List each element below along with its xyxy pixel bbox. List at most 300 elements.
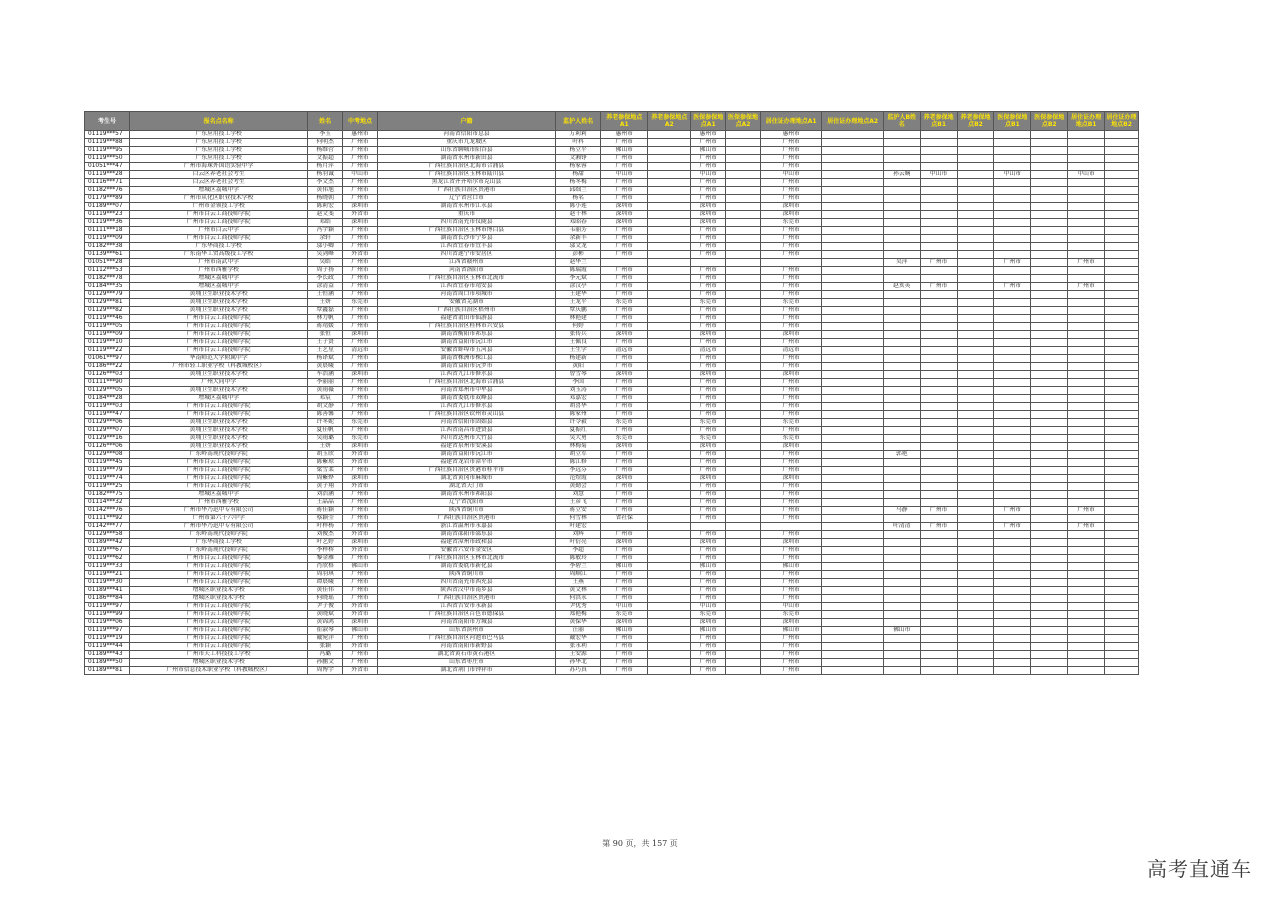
- table-cell: 01119***57: [85, 131, 130, 139]
- table-cell: 广州市: [691, 187, 726, 195]
- table-cell: 广州市: [691, 195, 726, 203]
- table-cell: [1068, 243, 1105, 251]
- table-cell: 马静: [883, 507, 920, 515]
- table-cell: [1068, 395, 1105, 403]
- table-cell: 吴剑峰: [308, 251, 343, 259]
- table-cell: 深圳市: [760, 539, 821, 547]
- table-cell: 01061***97: [85, 355, 130, 363]
- table-cell: [822, 139, 883, 147]
- table-cell: [1068, 435, 1105, 443]
- table-cell: 杨立平: [556, 147, 601, 155]
- table-cell: 广西壮族自治区北海市合浦县: [377, 163, 555, 171]
- table-cell: 王妍: [308, 443, 343, 451]
- table-cell: [883, 163, 920, 171]
- table-cell: [1068, 443, 1105, 451]
- table-cell: [957, 659, 994, 667]
- table-cell: 广州市: [760, 411, 821, 419]
- table-cell: [1105, 179, 1139, 187]
- table-cell: [883, 147, 920, 155]
- table-cell: 广州市: [691, 395, 726, 403]
- table-row: [85, 347, 1139, 355]
- table-cell: 广州市: [760, 595, 821, 603]
- table-cell: 广州市: [343, 403, 378, 411]
- table-cell: 广州市: [601, 531, 648, 539]
- table-cell: 增城区荔城中学: [130, 283, 308, 291]
- table-cell: 广州市白云工商技师学院: [130, 475, 308, 483]
- table-cell: 广州市: [691, 579, 726, 587]
- table-cell: 东莞市: [601, 299, 648, 307]
- table-cell: 外省市: [343, 483, 378, 491]
- table-cell: 东莞市: [760, 219, 821, 227]
- table-cell: 01182***78: [85, 275, 130, 283]
- table-cell: [920, 251, 957, 259]
- table-cell: [1105, 339, 1139, 347]
- table-cell: [648, 411, 691, 419]
- table-cell: 湖北省黄冈市麻城市: [377, 475, 555, 483]
- table-cell: 广州市: [691, 483, 726, 491]
- table-cell: 广州市: [343, 259, 378, 267]
- table-cell: [920, 643, 957, 651]
- table-row: [85, 539, 1139, 547]
- table-cell: 广州市: [691, 291, 726, 299]
- table-cell: [648, 315, 691, 323]
- table-cell: [957, 331, 994, 339]
- table-cell: [822, 283, 883, 291]
- table-cell: [822, 619, 883, 627]
- table-cell: 广州市白云工商技师学院: [130, 619, 308, 627]
- table-cell: 杨名: [556, 195, 601, 203]
- table-cell: 01119***99: [85, 611, 130, 619]
- table-cell: 江西省南昌市进贤县: [377, 427, 555, 435]
- table-cell: [726, 299, 761, 307]
- table-cell: [1031, 171, 1068, 179]
- table-cell: 广州市: [760, 147, 821, 155]
- table-cell: 广州市: [601, 507, 648, 515]
- table-cell: [957, 507, 994, 515]
- table-cell: 01111***92: [85, 515, 130, 523]
- table-cell: [1105, 419, 1139, 427]
- table-cell: [920, 539, 957, 547]
- table-cell: [994, 355, 1031, 363]
- table-cell: [994, 603, 1031, 611]
- table-row: [85, 571, 1139, 579]
- table-cell: 重庆市九龙坡区: [377, 139, 555, 147]
- table-cell: 深圳市: [343, 371, 378, 379]
- table-cell: 李长政: [308, 275, 343, 283]
- table-cell: 东莞市: [601, 611, 648, 619]
- table-cell: 01126***06: [85, 443, 130, 451]
- table-cell: 广州市白云工商技师学院: [130, 459, 308, 467]
- table-cell: [994, 235, 1031, 243]
- table-cell: [994, 211, 1031, 219]
- table-cell: 广州市白云工商技师学院: [130, 571, 308, 579]
- table-cell: 佛山市: [760, 627, 821, 635]
- table-row: [85, 387, 1139, 395]
- table-cell: 杨家蓉: [556, 163, 601, 171]
- table-cell: [648, 371, 691, 379]
- table-row: [85, 323, 1139, 331]
- table-cell: 深圳市: [760, 371, 821, 379]
- table-cell: 冯璐: [308, 651, 343, 659]
- table-cell: 陈家州: [556, 411, 601, 419]
- table-row: [85, 435, 1139, 443]
- table-cell: 广州市: [994, 283, 1031, 291]
- table-cell: [883, 179, 920, 187]
- table-cell: 广州市白云工商技师学院: [130, 627, 308, 635]
- table-cell: [920, 443, 957, 451]
- table-cell: 东莞市: [601, 419, 648, 427]
- table-cell: 王恒涵: [308, 291, 343, 299]
- table-cell: [994, 275, 1031, 283]
- table-cell: [1031, 451, 1068, 459]
- table-cell: 深圳市: [601, 219, 648, 227]
- table-cell: [1105, 571, 1139, 579]
- table-cell: 黄勤会: [556, 483, 601, 491]
- table-cell: 重庆市: [377, 211, 555, 219]
- table-cell: [957, 579, 994, 587]
- table-cell: [822, 467, 883, 475]
- table-cell: [601, 523, 648, 531]
- table-cell: 广东华商技工学校: [130, 243, 308, 251]
- table-cell: 广州市: [760, 291, 821, 299]
- table-cell: [883, 139, 920, 147]
- table-cell: 涂清益: [308, 283, 343, 291]
- table-cell: 广州市: [343, 587, 378, 595]
- table-cell: 广州市: [601, 323, 648, 331]
- table-cell: 广东华商技工学校: [130, 539, 308, 547]
- table-cell: 赵文斐: [308, 211, 343, 219]
- table-cell: [726, 483, 761, 491]
- table-cell: 外省市: [343, 459, 378, 467]
- table-row: [85, 227, 1139, 235]
- table-cell: [648, 507, 691, 515]
- table-cell: 广西壮族自治区玉林市博白县: [377, 227, 555, 235]
- table-cell: 广州市: [343, 555, 378, 563]
- table-cell: 广州市白云工商技师学院: [130, 403, 308, 411]
- table-row: [85, 619, 1139, 627]
- column-header: 户籍: [377, 112, 555, 131]
- table-cell: [1068, 131, 1105, 139]
- table-cell: 广州市: [343, 427, 378, 435]
- table-cell: 广州市: [691, 243, 726, 251]
- table-cell: [1105, 227, 1139, 235]
- table-cell: 彭彬: [556, 251, 601, 259]
- table-cell: 江西省赣州市: [377, 259, 555, 267]
- table-cell: [822, 131, 883, 139]
- table-cell: [822, 643, 883, 651]
- table-cell: 中山市: [601, 603, 648, 611]
- table-row: [85, 547, 1139, 555]
- table-cell: 广州市: [343, 395, 378, 403]
- table-cell: 广州市: [343, 339, 378, 347]
- table-cell: [648, 635, 691, 643]
- table-row: [85, 291, 1139, 299]
- table-cell: 广州市: [601, 251, 648, 259]
- table-cell: 广州市: [760, 267, 821, 275]
- table-cell: 01182***76: [85, 187, 130, 195]
- table-cell: [1105, 499, 1139, 507]
- table-cell: [883, 203, 920, 211]
- table-cell: 广州市: [920, 259, 957, 267]
- table-cell: [1105, 187, 1139, 195]
- table-cell: 深圳市: [601, 475, 648, 483]
- table-cell: 01186***84: [85, 595, 130, 603]
- table-cell: [994, 643, 1031, 651]
- table-cell: [994, 163, 1031, 171]
- table-cell: [822, 363, 883, 371]
- table-cell: 吴皓: [308, 259, 343, 267]
- table-cell: 惠州市: [601, 131, 648, 139]
- table-cell: [957, 131, 994, 139]
- table-cell: 广州市: [601, 275, 648, 283]
- table-cell: [1031, 571, 1068, 579]
- table-cell: [883, 235, 920, 243]
- table-cell: [883, 427, 920, 435]
- table-cell: [1105, 451, 1139, 459]
- table-cell: 广州市: [601, 291, 648, 299]
- table-cell: 广东岭南现代技师学院: [130, 451, 308, 459]
- table-cell: [822, 347, 883, 355]
- table-cell: 广州市: [601, 579, 648, 587]
- table-cell: [920, 323, 957, 331]
- table-cell: [1105, 595, 1139, 603]
- table-cell: [957, 651, 994, 659]
- table-cell: [760, 259, 821, 267]
- table-cell: 广州市: [760, 379, 821, 387]
- table-cell: 广州市白云工商技师学院: [130, 579, 308, 587]
- table-cell: [1031, 355, 1068, 363]
- table-cell: 广州市: [601, 283, 648, 291]
- table-cell: [648, 267, 691, 275]
- table-cell: 广州市: [691, 323, 726, 331]
- table-cell: [920, 371, 957, 379]
- table-cell: 广州市: [691, 667, 726, 675]
- table-cell: 广州市: [920, 283, 957, 291]
- table-cell: [920, 659, 957, 667]
- table-row: [85, 259, 1139, 267]
- table-cell: [994, 387, 1031, 395]
- table-cell: [726, 427, 761, 435]
- table-cell: [994, 411, 1031, 419]
- table-cell: [883, 595, 920, 603]
- table-cell: [822, 515, 883, 523]
- table-cell: 01051***28: [85, 259, 130, 267]
- table-cell: [920, 331, 957, 339]
- table-row: [85, 179, 1139, 187]
- table-cell: [648, 539, 691, 547]
- table-cell: 广州市: [343, 659, 378, 667]
- table-row: [85, 563, 1139, 571]
- table-cell: [1105, 235, 1139, 243]
- table-cell: [1068, 627, 1105, 635]
- table-cell: [957, 187, 994, 195]
- table-cell: [1031, 211, 1068, 219]
- table-cell: 张传兵: [556, 331, 601, 339]
- table-cell: [648, 211, 691, 219]
- table-cell: [726, 147, 761, 155]
- table-row: [85, 275, 1139, 283]
- table-cell: [920, 387, 957, 395]
- table-cell: [726, 475, 761, 483]
- table-cell: 广州市: [691, 267, 726, 275]
- table-cell: [957, 163, 994, 171]
- table-cell: 张恒: [308, 331, 343, 339]
- table-cell: [1031, 523, 1068, 531]
- table-cell: [883, 187, 920, 195]
- table-cell: 01179***89: [85, 195, 130, 203]
- table-cell: 胡玉欣: [308, 451, 343, 459]
- table-cell: 01119***33: [85, 563, 130, 571]
- table-cell: [957, 267, 994, 275]
- table-cell: 四川省南充市西充县: [377, 579, 555, 587]
- table-cell: [726, 347, 761, 355]
- table-cell: [822, 651, 883, 659]
- table-cell: 河南省洛阳市: [377, 267, 555, 275]
- table-cell: [920, 211, 957, 219]
- table-cell: [957, 619, 994, 627]
- table-cell: 01119***28: [85, 171, 130, 179]
- table-cell: 广州市: [760, 235, 821, 243]
- table-cell: [1031, 339, 1068, 347]
- table-cell: 李文杰: [308, 179, 343, 187]
- table-cell: [726, 555, 761, 563]
- table-cell: 广州市: [691, 643, 726, 651]
- table-cell: 广州市: [691, 515, 726, 523]
- table-cell: [994, 315, 1031, 323]
- table-row: [85, 603, 1139, 611]
- table-cell: [691, 259, 726, 267]
- table-cell: [957, 491, 994, 499]
- table-row: [85, 667, 1139, 675]
- table-cell: 江西省宜春市靖安县: [377, 283, 555, 291]
- table-cell: 广东应用技工学校: [130, 155, 308, 163]
- table-cell: 广州市: [601, 483, 648, 491]
- table-cell: [1068, 339, 1105, 347]
- table-cell: [822, 243, 883, 251]
- table-cell: 冯宇颖: [308, 227, 343, 235]
- table-cell: [994, 435, 1031, 443]
- table-cell: 广州市白云工商技师学院: [130, 611, 308, 619]
- table-cell: [822, 299, 883, 307]
- table-cell: [822, 523, 883, 531]
- table-cell: 广州市: [601, 395, 648, 403]
- table-cell: [920, 355, 957, 363]
- table-cell: 李碧兰: [556, 563, 601, 571]
- table-cell: 佛山市: [691, 563, 726, 571]
- table-cell: 广州市: [691, 499, 726, 507]
- table-cell: 湖南省长沙市宁乡县: [377, 235, 555, 243]
- table-cell: [1031, 467, 1068, 475]
- table-cell: [726, 131, 761, 139]
- table-cell: 广州市: [343, 283, 378, 291]
- table-cell: 湖南省永州市江永县: [377, 203, 555, 211]
- table-cell: [822, 507, 883, 515]
- table-cell: 01189***42: [85, 539, 130, 547]
- table-cell: [726, 379, 761, 387]
- table-cell: 湖南省益阳市沅江市: [377, 339, 555, 347]
- table-cell: 01114***32: [85, 499, 130, 507]
- table-cell: [1105, 283, 1139, 291]
- table-cell: [994, 539, 1031, 547]
- table-cell: [957, 339, 994, 347]
- table-cell: [920, 155, 957, 163]
- table-cell: [648, 195, 691, 203]
- table-cell: [1068, 299, 1105, 307]
- table-cell: [957, 635, 994, 643]
- table-cell: 王艺星: [308, 347, 343, 355]
- table-cell: 清远市: [760, 347, 821, 355]
- table-cell: [957, 195, 994, 203]
- table-cell: [1068, 587, 1105, 595]
- table-cell: 湖南省娄底市新化县: [377, 563, 555, 571]
- table-cell: [883, 579, 920, 587]
- table-cell: [1068, 475, 1105, 483]
- table-cell: [822, 395, 883, 403]
- table-cell: [648, 387, 691, 395]
- table-cell: 01129***67: [85, 547, 130, 555]
- table-cell: [883, 659, 920, 667]
- table-cell: [822, 259, 883, 267]
- table-cell: 吴萍: [883, 259, 920, 267]
- table-cell: [1105, 131, 1139, 139]
- table-cell: [957, 563, 994, 571]
- table-cell: 省社保: [601, 515, 648, 523]
- table-cell: 01119***10: [85, 339, 130, 347]
- table-cell: [1105, 467, 1139, 475]
- table-cell: 广州市: [343, 315, 378, 323]
- table-cell: [822, 427, 883, 435]
- table-cell: [883, 307, 920, 315]
- table-cell: 胡文静: [308, 403, 343, 411]
- table-cell: [726, 451, 761, 459]
- table-cell: 广州市: [760, 491, 821, 499]
- table-cell: 01189***43: [85, 651, 130, 659]
- table-cell: 广州市: [691, 251, 726, 259]
- table-cell: [822, 403, 883, 411]
- table-row: [85, 203, 1139, 211]
- table-cell: 01112***53: [85, 267, 130, 275]
- table-cell: 余轩: [308, 235, 343, 243]
- table-cell: 广州市白云工商技师学院: [130, 347, 308, 355]
- table-cell: [1031, 395, 1068, 403]
- table-cell: [920, 299, 957, 307]
- table-cell: [883, 547, 920, 555]
- table-cell: [726, 331, 761, 339]
- column-header: 养老参保地点B2: [957, 112, 994, 131]
- table-cell: 深圳市: [343, 219, 378, 227]
- table-cell: 范煜霞: [556, 475, 601, 483]
- table-cell: [994, 251, 1031, 259]
- table-cell: 刘俊杰: [308, 531, 343, 539]
- table-cell: 广州市: [343, 163, 378, 171]
- table-cell: [1068, 539, 1105, 547]
- table-cell: 01129***82: [85, 307, 130, 315]
- table-cell: [1105, 363, 1139, 371]
- table-cell: [883, 483, 920, 491]
- table-cell: 湖南省益阳市沅罗市: [377, 363, 555, 371]
- table-cell: 黑龙江省齐齐哈尔市克山县: [377, 179, 555, 187]
- table-cell: [957, 379, 994, 387]
- table-cell: 黄埔卫生职业技术学校: [130, 435, 308, 443]
- table-cell: 何洪永: [556, 595, 601, 603]
- table-cell: 李超: [556, 547, 601, 555]
- table-cell: [1068, 139, 1105, 147]
- table-cell: 广州市: [343, 243, 378, 251]
- table-cell: [920, 275, 957, 283]
- table-cell: 刘辉: [556, 531, 601, 539]
- table-cell: 陈小莲: [556, 203, 601, 211]
- table-cell: [920, 547, 957, 555]
